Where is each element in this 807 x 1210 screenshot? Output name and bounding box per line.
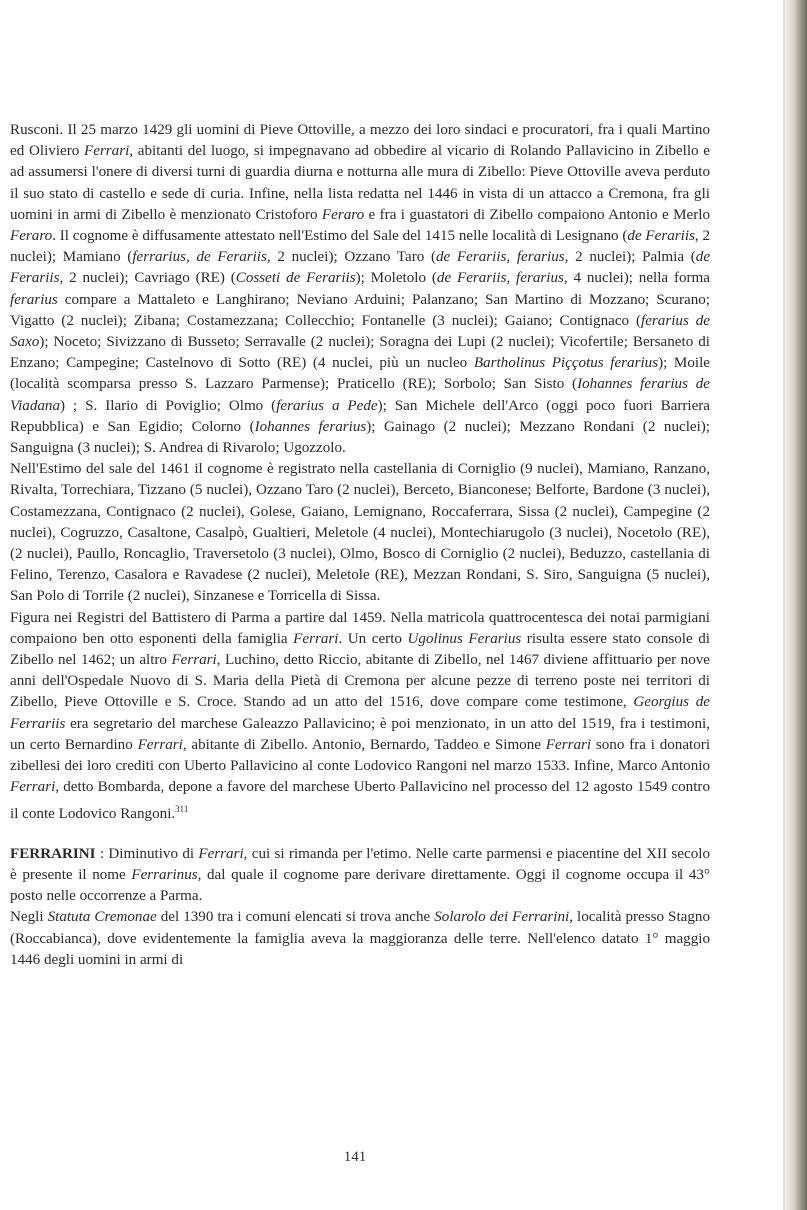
text-run: , 2 nuclei); Ozzano Taro (	[266, 249, 436, 266]
italic-run: Ferrari	[293, 630, 339, 647]
italic-run: Ferrari	[171, 652, 217, 669]
italic-run: Statuta Cremonae	[47, 909, 157, 926]
italic-run: ferarius de Saxo	[10, 312, 710, 351]
paragraph-estimo-1461	[10, 459, 710, 607]
text-run: era segretario del marchese Galeazzo Pallavicino; è poi menzionato, in un atto del 1519, fra i testimoni, un certo Bernardino	[10, 715, 710, 753]
text-run: . Un certo	[338, 630, 408, 647]
italic-run: Ugolinus Ferarius	[407, 630, 522, 647]
paragraph-ferrarini-entry	[10, 844, 710, 908]
italic-run: Cosseti de Ferariis	[235, 270, 356, 287]
italic-run: de Ferariis	[627, 228, 695, 245]
text-run: ); San Michele dell'Arco (oggi poco fuori Barriera Repubblica) e San Egidio; Colorno (	[10, 397, 711, 435]
text-run: , 2 nuclei); Mamiano (	[10, 228, 711, 266]
italic-run: Ferrarinus	[131, 866, 198, 883]
text-run: ); Gainago (2 nuclei); Mezzano Rondani (2 nuclei); Sanguigna (3 nuclei); S. Andrea di Rivarolo; Ugozzolo.	[10, 418, 710, 457]
text-run: risulta essere stato console di Zibello nel 1462; un altro	[10, 630, 710, 669]
italic-run: de Ferariis	[10, 249, 711, 287]
italic-run: Ferrari	[84, 143, 130, 160]
entry-heading: FERRARINI	[10, 845, 96, 862]
paragraph-ferrari-1415	[10, 120, 710, 459]
text-run: , detto Bombarda, depone a favore del marchese Uberto Pallavicino nel processo del 12 agosto 1549 contro il conte Lodovico Rangoni.	[10, 779, 710, 822]
text-run: ); Moletolo (	[355, 270, 437, 287]
italic-run: de Ferariis, ferarius	[436, 249, 565, 266]
italic-run: Solarolo dei Ferrarini	[434, 909, 570, 926]
text-run: , abitanti del luogo, si impegnavano ad obbedire al vicario di Rolando Pallavicino in Zibello e ad assumersi l'onere di diversi turni di guardia diurna e notturna alle mura di Zibello: Pieve Ottoville aveva perduto il suo stato di castello e sede di curia. Infine, nella lista redatta nel 1446 in vista di un attacco a Cremona, fra gli uomini in armi di Zibello è menzionato Cristoforo	[10, 143, 710, 223]
italic-run: Georgius de Ferrariis	[10, 694, 710, 732]
italic-run: Ferrari	[137, 736, 183, 753]
italic-run: ferarius	[10, 291, 58, 308]
scan-book-edge-shadow	[785, 0, 807, 1210]
text-run: del 1390 tra i comuni elencati si trova anche	[156, 909, 435, 926]
text-run: , 2 nuclei); Cavriago (RE) (	[59, 270, 236, 287]
italic-run: de Ferariis, ferarius	[436, 270, 564, 287]
italic-run: Ferrari	[545, 736, 592, 753]
italic-run: Ferrari	[198, 845, 244, 862]
page-number: 141	[343, 1149, 367, 1165]
paragraph-battistero	[10, 608, 710, 825]
text-run: sono fra i donatori zibellesi dei loro crediti con Uberto Pallavicino al conte Lodovico Rangoni nel marzo 1533. Infine, Marco Antonio	[10, 736, 711, 775]
text-run: Negli	[10, 909, 48, 926]
text-run: , località presso Stagno (Roccabianca), dove evidentemente la famiglia aveva la maggioranza delle terre. Nell'elenco datato 1° maggio 1446 degli uomini in armi di	[10, 909, 710, 968]
text-run: Rusconi. Il 25 marzo 1429 gli uomini di Pieve Ottoville, a mezzo dei loro sindaci e procuratori, fra i quali Martino ed Oliviero	[10, 122, 710, 160]
italic-run: Feraro	[321, 206, 365, 223]
italic-run: Ferrari	[10, 779, 56, 796]
text-run: , abitante di Zibello. Antonio, Bernardo, Taddeo e Simone	[182, 736, 546, 753]
text-run: , dal quale il cognome pare derivare direttamente. Oggi il cognome occupa il 43° posto nelle occorrenze a Parma.	[10, 866, 710, 905]
text-run: Nell'Estimo del sale del 1461 il cognome è registrato nella castellania di Corniglio (9 nuclei), Mamiano, Ranzano, Rivalta, Torrechiara, Tizzano (5 nuclei), Ozzano Taro (2 nuclei), Berceto, Bianconese; Belforte, Bardone (3 nuclei), Costamezzana, Contignaco (2 nuclei), Golese, Gaiano, Lemignano, Roccaferrara, Sissa (2 nuclei), Campegine (2 nuclei), Cogruzzo, Casaltone, Casalpò, Gualtieri, Meletole (4 nuclei), Montechiarugolo (3 nuclei), Nocetolo (RE), (2 nuclei), Paullo, Roncaglio, Traversetolo (3 nuclei), Olmo, Bosco di Corniglio (2 nuclei), Beduzzo, castellania di Felino, Terenzo, Casalora e Ravadese (2 nuclei), Meletole (RE), Mezzan Rondani, S. Siro, Sanguigna (5 nuclei), San Polo di Torrile (2 nuclei), Sinzanese e Torricella di Sissa.	[10, 461, 710, 605]
text-run: , cui si rimanda per l'etimo. Nelle carte parmensi e piacentine del XII secolo è presente il nome	[10, 845, 710, 883]
text-run: . Il cognome è diffusamente attestato nell'Estimo del Sale del 1415 nelle località di Lesignano (	[52, 228, 628, 245]
text-run: ); Moile (località scomparsa presso S. Lazzaro Parmense); Praticello (RE); Sorbolo; San Sisto (	[10, 355, 710, 393]
text-run: ); Noceto; Sivizzano di Busseto; Serravalle (2 nuclei); Soragna dei Lupi (2 nuclei); Vicofertile; Bersaneto di Enzano; Campegine; Castelnovo di Sotto (RE) (4 nuclei, più un nucleo	[10, 334, 710, 372]
italic-run: Bartholinus Piççotus ferarius	[473, 355, 659, 372]
italic-run: ferarius a Pede	[276, 397, 378, 414]
italic-run: Iohannes ferarius de Viadana	[10, 376, 710, 414]
text-run: ) ; S. Ilario di Poviglio; Olmo (	[60, 397, 277, 414]
paragraph-statuta-cremonae	[10, 907, 710, 971]
text-run: Figura nei Registri del Battistero di Parma a partire dal 1459. Nella matricola quattrocentesca dei notai parmigiani compaiono ben otto esponenti della famiglia	[10, 609, 710, 647]
text-run: , 2 nuclei); Palmia (	[564, 249, 696, 266]
footnote-ref: 311	[175, 803, 189, 814]
text-run: compare a Mattaleto e Langhirano; Neviano Arduini; Palanzano; San Martino di Mozzano; Scurano; Vigatto (2 nuclei); Zibana; Costamezzana; Collecchio; Fontanelle (3 nuclei); Gaiano; Contignaco (	[10, 291, 710, 329]
text-run: e fra i guastatori di Zibello compaiono Antonio e Merlo	[364, 206, 710, 223]
page-body	[10, 120, 710, 971]
italic-run: Feraro	[10, 228, 53, 245]
italic-run: Iohannes ferarius	[254, 418, 367, 435]
text-run: , 4 nuclei); nella forma	[563, 270, 710, 287]
italic-run: ferrarius, de Ferariis	[132, 249, 267, 266]
text-run: : Diminutivo di	[95, 845, 199, 862]
text-run: , Luchino, detto Riccio, abitante di Zibello, nel 1467 diviene affittuario per nove anni dell'Ospedale Nuovo di S. Maria della Pietà di Cremona per alcune pezze di terreno poste nei territori di Zibello, Pieve Ottoville e S. Croce. Stando ad un atto del 1516, dove compare come testimone,	[10, 652, 710, 711]
